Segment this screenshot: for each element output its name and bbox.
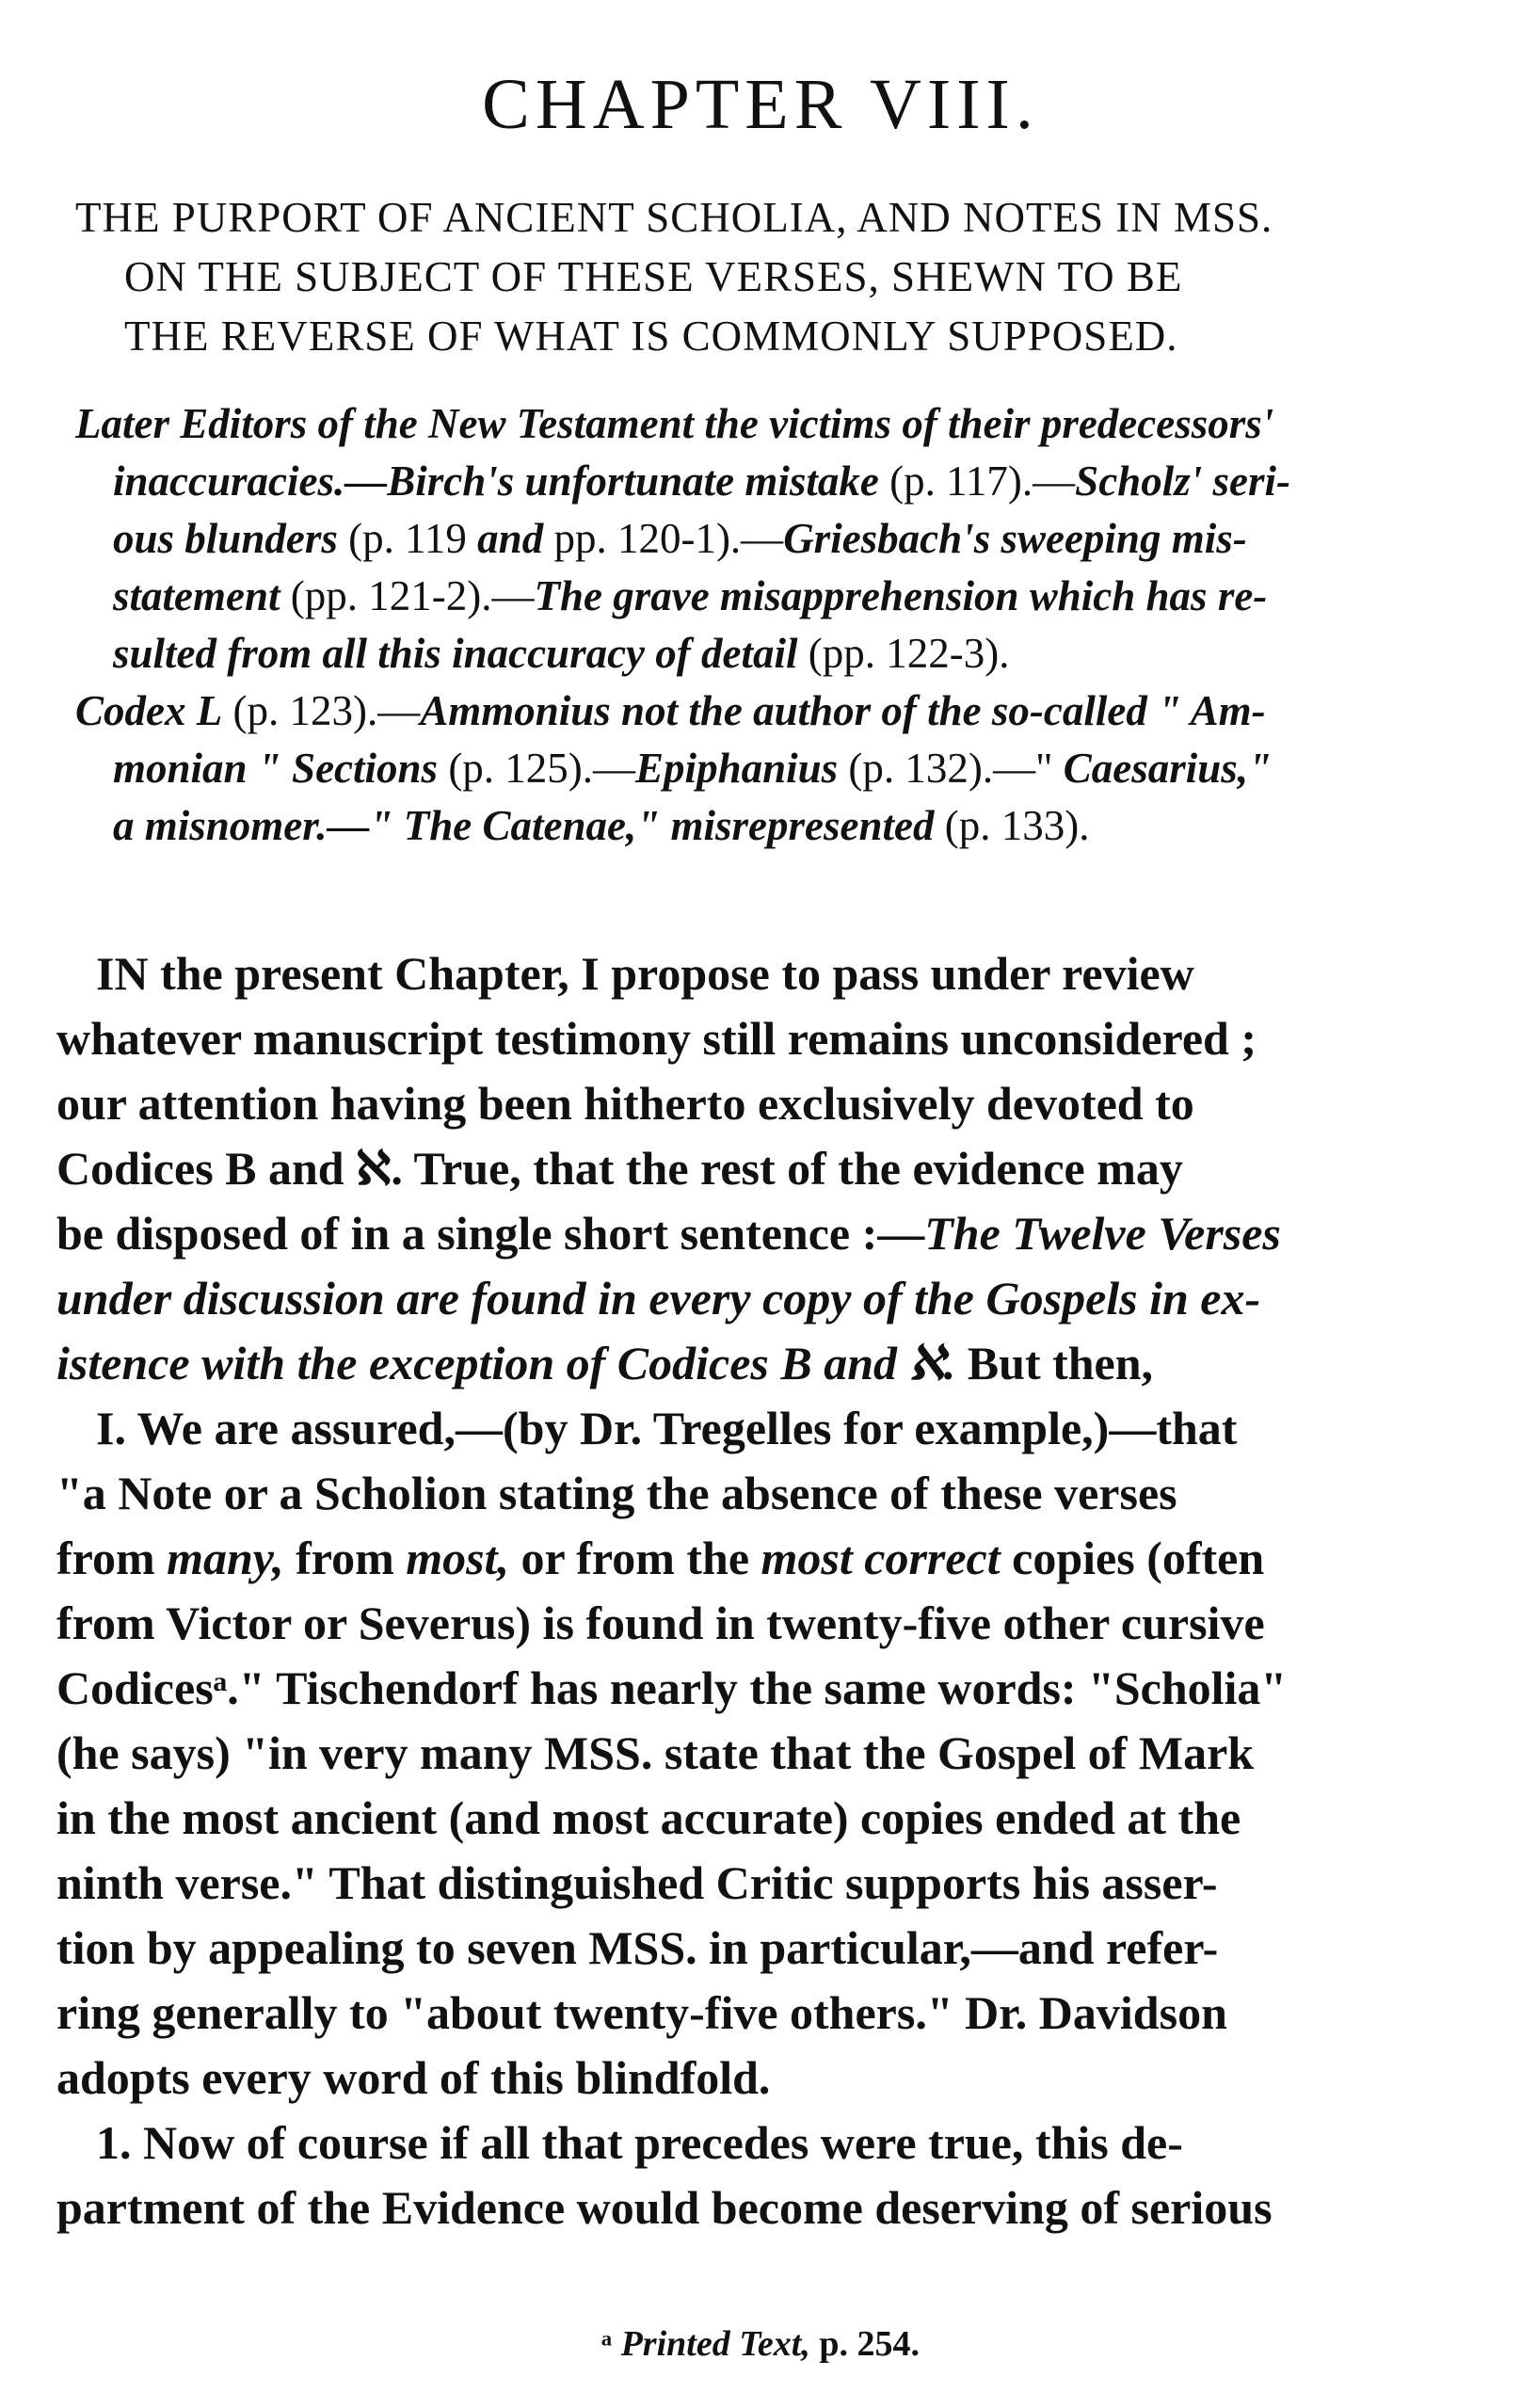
summary-line	[75, 740, 1449, 797]
body-line: under discussion are found in every copy of the Gospels in ex-	[56, 1272, 1261, 1324]
body-line	[56, 1526, 1449, 1591]
footnote-page: p. 254.	[809, 2324, 920, 2364]
body-line: 1. Now of course if all that precedes were true, this de-	[96, 2116, 1183, 2169]
summary-line	[75, 682, 1449, 740]
chapter-subtitle	[75, 188, 1449, 366]
summary-text: monian " Sections	[113, 745, 439, 792]
body-italic-run: many,	[167, 1532, 284, 1584]
body-italic-run: most,	[406, 1532, 509, 1584]
summary-ref: (pp. 122-3).	[797, 630, 1010, 677]
body-italic-run: most correct	[760, 1532, 1001, 1584]
body-line: from Victor or Severus) is found in twenty-five other cursive	[56, 1597, 1265, 1649]
body-text-run: the present Chapter, I propose to pass under review	[148, 947, 1194, 1000]
body-line: Codices B and ℵ. True, that the rest of the evidence may	[56, 1142, 1183, 1195]
body-line: I. We are assured,—(by Dr. Tregelles for example,)—that	[96, 1402, 1238, 1454]
summary-text: Ammonius not the author of the so-called " Am-	[420, 687, 1266, 734]
summary-line	[75, 510, 1449, 568]
body-line	[56, 941, 1449, 1006]
chapter-title: CHAPTER VIII.	[482, 65, 1039, 144]
body-text-run: But then,	[955, 1337, 1154, 1389]
footnote-text: Printed Text,	[620, 2324, 810, 2364]
body-text-run: be disposed of in a single short sentence :—	[56, 1207, 925, 1260]
body-italic-run: istence with the exception of Codices B and ℵ.	[56, 1337, 956, 1389]
summary-text: ous blunders	[113, 515, 338, 562]
summary-line	[75, 395, 1449, 453]
summary-text: Caesarius,"	[1063, 745, 1273, 792]
body-text-run: or from the	[508, 1532, 761, 1584]
summary-text: The grave misapprehension which has re-	[534, 572, 1268, 619]
body-line: tion by appealing to seven MSS. in particular,—and refer-	[56, 1921, 1219, 1974]
summary-line	[75, 797, 1449, 855]
body-line: (he says) "in very many MSS. state that the Gospel of Mark	[56, 1726, 1255, 1779]
summary-text: a misnomer.—" The Catenae," misrepresented	[113, 802, 935, 849]
summary-ref: (p. 133).	[934, 802, 1090, 849]
body-line	[56, 1331, 1449, 1396]
subtitle-line: THE REVERSE OF WHAT IS COMMONLY SUPPOSED.	[124, 313, 1178, 360]
drop-word: IN	[96, 947, 149, 1000]
body-line: ring generally to "about twenty-five others." Dr. Davidson	[56, 1986, 1227, 2039]
body-italic-run: The Twelve Verses	[924, 1207, 1281, 1260]
summary-text: Epiphanius	[635, 745, 839, 792]
body-text	[56, 941, 1449, 2240]
summary-line	[75, 568, 1449, 625]
summary-text: Scholz' seri-	[1075, 458, 1290, 505]
summary-ref: (p. 117).—	[878, 458, 1076, 505]
summary-ref: pp. 120-1).—	[543, 515, 784, 562]
body-text-run: from	[56, 1532, 168, 1584]
summary-text: inaccuracies.—Birch's unfortunate mistake	[113, 458, 879, 505]
footnote-marker: ᵃ	[600, 2324, 613, 2364]
summary-text: Codex L	[75, 687, 223, 734]
chapter-summary	[75, 395, 1449, 855]
body-text-run: from	[283, 1532, 407, 1584]
summary-ref: (p. 119	[337, 515, 478, 562]
summary-line	[75, 625, 1449, 682]
summary-ref: (p. 132).—"	[838, 745, 1064, 792]
subtitle-line: THE PURPORT OF ANCIENT SCHOLIA, AND NOTES IN MSS.	[75, 194, 1273, 241]
body-line	[56, 1201, 1449, 1266]
summary-text: and	[477, 515, 544, 562]
subtitle-line: ON THE SUBJECT OF THESE VERSES, SHEWN TO BE	[124, 253, 1183, 300]
body-line: whatever manuscript testimony still remains unconsidered ;	[56, 1012, 1257, 1065]
summary-line	[75, 453, 1449, 510]
body-line: in the most ancient (and most accurate) copies ended at the	[56, 1791, 1241, 1844]
body-line: adopts every word of this blindfold.	[56, 2051, 771, 2104]
body-line: Codicesᵃ." Tischendorf has nearly the same words: "Scholia"	[56, 1662, 1288, 1714]
body-text-run: copies (often	[1000, 1532, 1265, 1584]
body-line: partment of the Evidence would become deserving of serious	[56, 2181, 1273, 2234]
summary-text: sulted from all this inaccuracy of detail	[113, 630, 798, 677]
summary-text: statement	[113, 572, 280, 619]
summary-text: Griesbach's sweeping mis-	[783, 515, 1247, 562]
summary-ref: (pp. 121-2).—	[280, 572, 535, 619]
summary-ref: (p. 125).—	[438, 745, 636, 792]
body-line: our attention having been hitherto exclusively devoted to	[56, 1077, 1194, 1130]
summary-text: Later Editors of the New Testament the victims of their predecessors'	[75, 400, 1274, 447]
body-line: ninth verse." That distinguished Critic supports his asser-	[56, 1856, 1218, 1909]
summary-ref: (p. 123).—	[222, 687, 421, 734]
footnote	[0, 2323, 1521, 2365]
body-line: "a Note or a Scholion stating the absence of these verses	[56, 1467, 1177, 1519]
